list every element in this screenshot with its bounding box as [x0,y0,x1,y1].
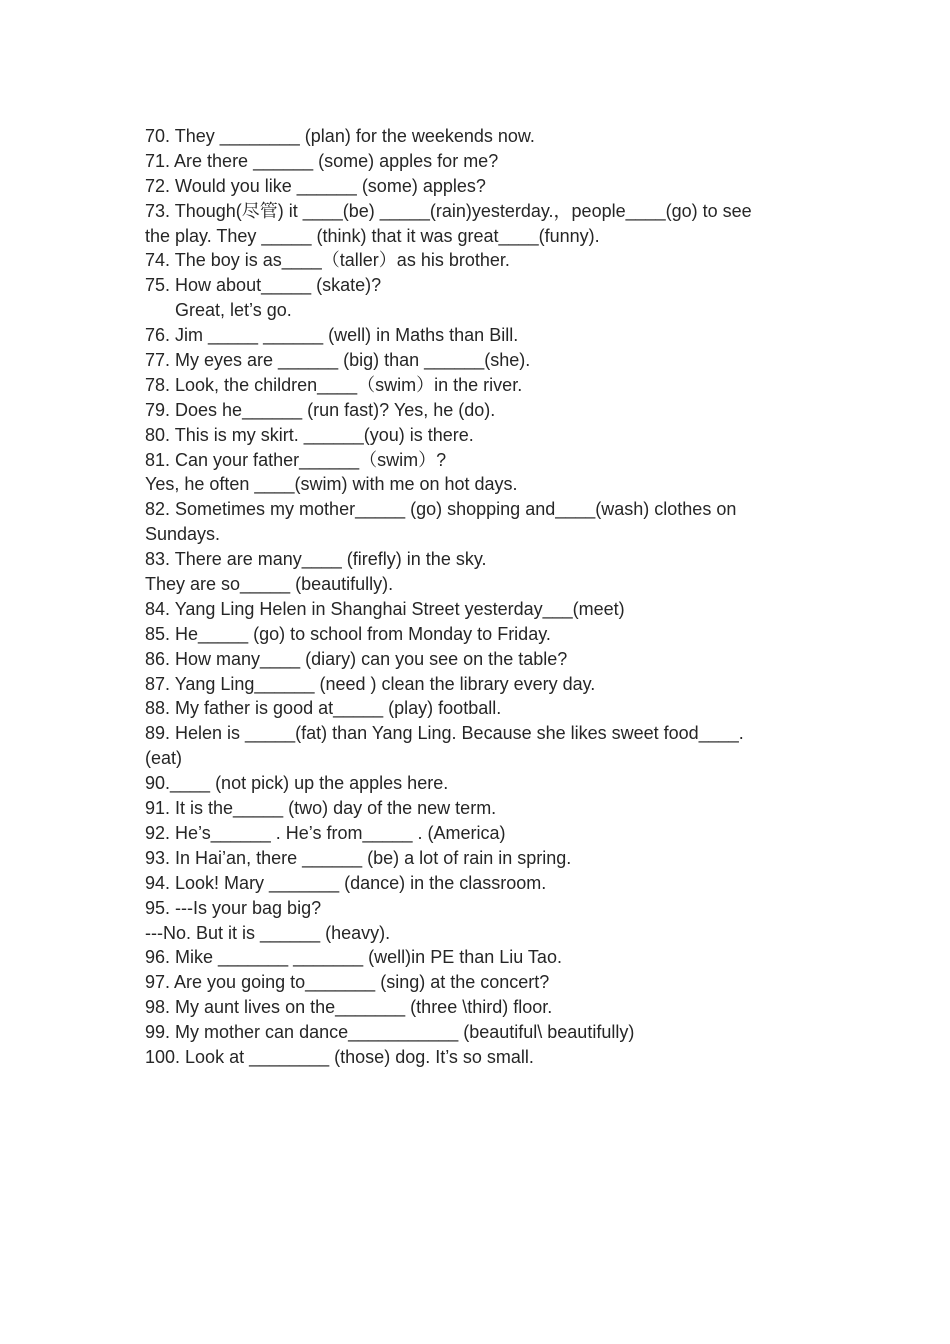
exercise-line: 72. Would you like ______ (some) apples? [145,175,486,196]
exercise-line: (eat) [145,748,183,769]
exercise-line: ---No. But it is ______ (heavy). [145,922,391,943]
exercise-line: Great, let’s go. [145,300,292,321]
exercise-line: 87. Yang Ling______ (need ) clean the library every day. [145,673,596,694]
exercise-line: 70. They ________ (plan) for the weekends now. [145,126,535,146]
exercise-list [145,124,825,1070]
exercise-line: 71. Are there ______ (some) apples for me? [145,150,499,171]
exercise-line: 83. There are many____ (firefly) in the sky. [145,549,487,570]
exercise-line: 92. He’s______ . He’s from_____ . (America) [145,822,506,843]
exercise-line: 73. Though(尽管) it ____(be) _____(rain)yesterday.，people____(go) to see [145,200,752,221]
exercise-line: 99. My mother can dance___________ (beautiful\ beautifully) [145,1022,635,1043]
exercise-line: 88. My father is good at_____ (play) football. [145,698,502,719]
exercise-line: 89. Helen is _____(fat) than Yang Ling. Because she likes sweet food____. [145,723,744,744]
exercise-line: 96. Mike _______ _______ (well)in PE than Liu Tao. [145,947,562,968]
exercise-line: 75. How about_____ (skate)? [145,275,382,296]
exercise-line: 94. Look! Mary _______ (dance) in the classroom. [145,872,547,893]
exercise-line: 91. It is the_____ (two) day of the new term. [145,798,497,819]
exercise-line: 95. ---Is your bag big? [145,897,322,918]
exercise-line: 74. The boy is as____（taller）as his brother. [145,250,510,271]
exercise-line: the play. They _____ (think) that it was great____(funny). [145,225,600,246]
exercise-line: Sundays. [145,524,221,545]
exercise-line: 84. Yang Ling Helen in Shanghai Street yesterday___(meet) [145,598,625,619]
exercise-line: 82. Sometimes my mother_____ (go) shopping and____(wash) clothes on [145,499,737,520]
exercise-line: 86. How many____ (diary) can you see on the table? [145,648,568,669]
exercise-line: 80. This is my skirt. ______(you) is there. [145,424,474,445]
exercise-line: 79. Does he______ (run fast)? Yes, he (do). [145,399,496,420]
exercise-line: 100. Look at ________ (those) dog. It’s so small. [145,1046,534,1067]
exercise-line: 77. My eyes are ______ (big) than ______(she). [145,350,531,371]
exercise-line: They are so_____ (beautifully). [145,574,394,595]
exercise-line: 93. In Hai’an, there ______ (be) a lot of rain in spring. [145,847,572,868]
exercise-line: 97. Are you going to_______ (sing) at the concert? [145,972,550,993]
exercise-line: 81. Can your father______（swim）? [145,449,447,470]
exercise-line: 90.____ (not pick) up the apples here. [145,773,449,794]
exercise-line: 98. My aunt lives on the_______ (three \third) floor. [145,997,553,1018]
exercise-line: 76. Jim _____ ______ (well) in Maths than Bill. [145,325,519,346]
exercise-line: Yes, he often ____(swim) with me on hot days. [145,474,518,495]
exercise-line: 85. He_____ (go) to school from Monday to Friday. [145,623,551,644]
exercise-line: 78. Look, the children____（swim）in the river. [145,374,523,395]
